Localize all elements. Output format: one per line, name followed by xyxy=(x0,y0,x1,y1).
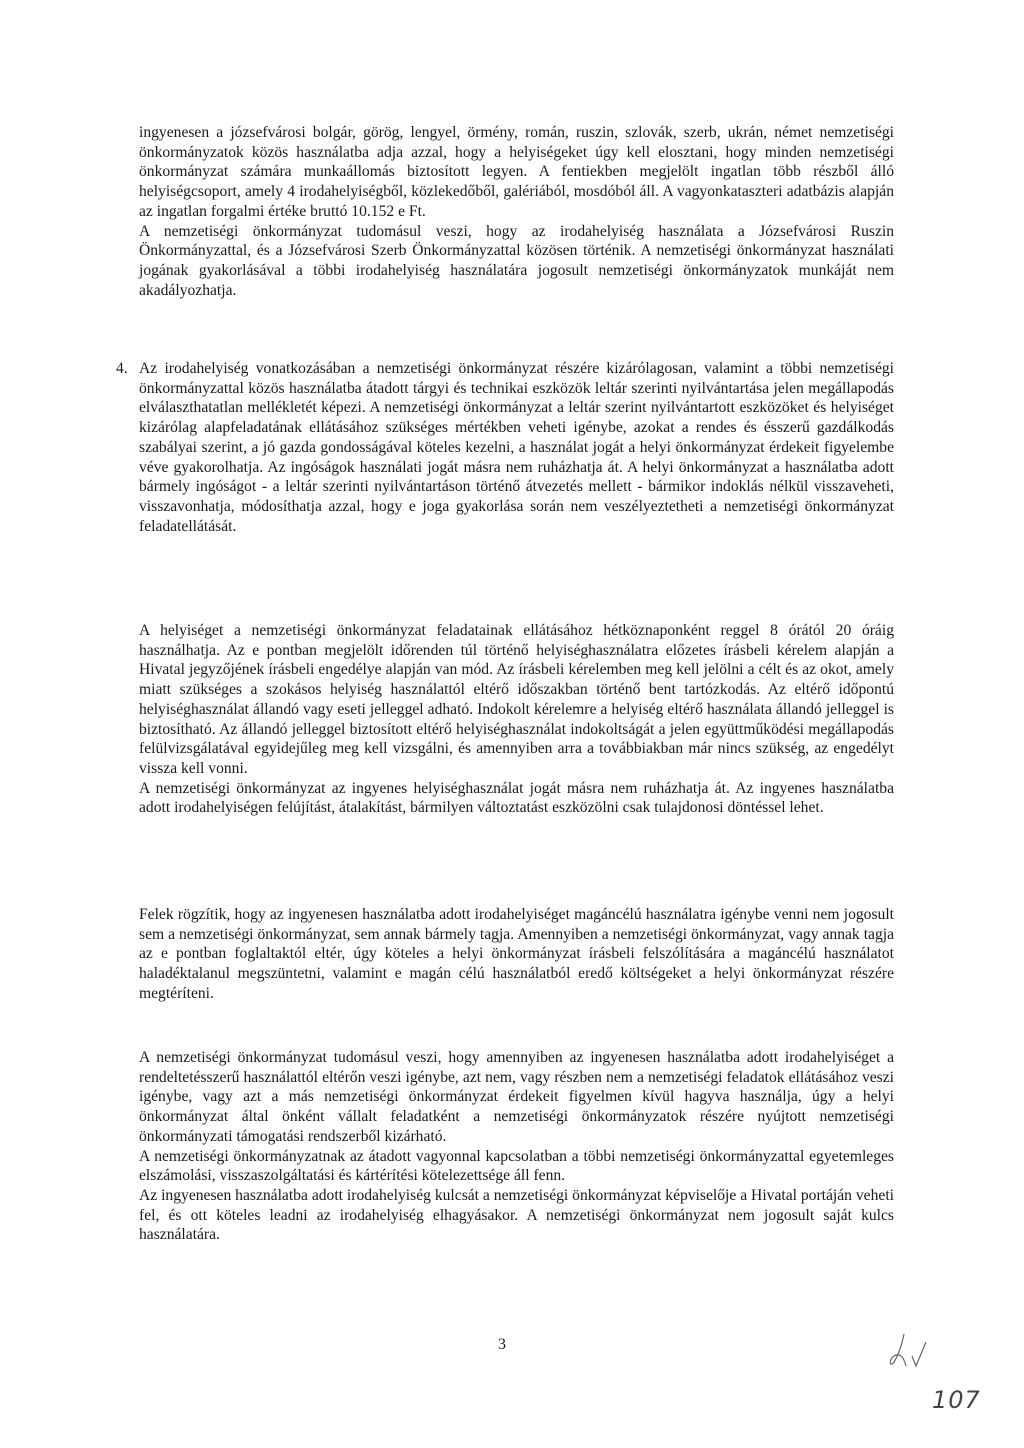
paragraph: A nemzetiségi önkormányzatnak az átadott vagyonnal kapcsolatban a többi nemzetiségi önkormányzattal egyetemleges elszámolási, visszaszolgáltatási és kártérítési kötelezettsége áll fenn. xyxy=(139,1147,894,1185)
paragraph: Az ingyenesen használatba adott irodahelyiség kulcsát a nemzetiségi önkormányzat képviselője a Hivatal portáján veheti fel, és ott köteles leadni az irodahelyiség elhagyásakor. A nemzetiségi önkormányzat nem jogosult saját kulcs használatára. xyxy=(139,1186,894,1244)
paragraph: A helyiséget a nemzetiségi önkormányzat feladatainak ellátásához hétköznaponként reggel 8 órától 20 óráig használhatja. Az e pontban megjelölt időrenden túl történő helyiséghasználatra előzetes írásbeli kérelem alapján a Hivatal jegyzőjének írásbeli engedélye alapján van mód. Az írásbeli kérelemben meg kell jelölni a célt és az okot, amely miatt szükséges a szokásos helyiség használattól eltérő időszakban történő bent tartózkodás. Az eltérő időpontú helyiséghasználat állandó vagy eseti jelleggel adható. Indokolt kérelemre a helyiség eltérő használata állandó jelleggel is biztosítható. Az állandó jelleggel biztosított eltérő helyiséghasználat indokoltságát a jelen együttműködési megállapodás felülvizsgálatával egyidejűleg meg kell vizsgálni, és amennyiben arra a továbbiakban már nincs szükség, az engedélyt vissza kell vonni. xyxy=(139,622,894,777)
paragraph: Az irodahelyiség vonatkozásában a nemzetiségi önkormányzat részére kizárólagosan, valamint a többi nemzetiségi önkormányzattal közös használatba átadott tárgyi és technikai eszközök leltár szerinti nyilvántartása jelen megállapodás elválaszthatatlan mellékletét képezi. A nemzetiségi önkormányzat a leltár szerint nyilvántartott eszközöket és helyiséget kizárólag alapfeladatának ellátásához szükséges mértékben veheti igénybe, azokat a rendes és ésszerű gazdálkodás szabályai szerint, a jó gazda gondosságával köteles kezelni, a használat jogát a helyi önkormányzat érdekeit figyelembe véve gyakorolhatja. Az ingóságok használati jogát másra nem ruházhatja át. A helyi önkormányzat a használatba adott bármely ingóságot - a leltár szerinti nyilvántartáson történő átvezetés mellett - bármikor indoklás nélkül visszaveheti, visszavonhatja, módosíthatja azzal, hogy e joga gyakorlása során nem veszélyeztetheti a nemzetiségi önkormányzat feladatellátását. xyxy=(139,360,894,535)
section-number: 4. xyxy=(116,360,128,377)
paragraph: Felek rögzítik, hogy az ingyenesen használatba adott irodahelyiséget magáncélú használatra igénybe venni nem jogosult sem a nemzetiségi önkormányzat, sem annak bármely tagja. Amennyiben a nemzetiségi önkormányzat, vagy annak tagja az e pontban foglaltaktól eltér, úgy köteles a helyi önkormányzat írásbeli felszólítására a magáncélú használatot haladéktalanul megszüntetni, valamint e magán célú használatból eredő költségeket a helyi önkormányzat részére megtéríteni. xyxy=(139,906,894,1002)
handwritten-initials xyxy=(882,1326,942,1374)
paragraph-block-obligations xyxy=(139,1048,894,1245)
section-4 xyxy=(139,359,894,536)
folio-number: 107 xyxy=(932,1386,981,1414)
paragraph-intro xyxy=(139,123,894,300)
paragraph: A nemzetiségi önkormányzat tudomásul veszi, hogy az irodahelyiség használata a Józsefvárosi Ruszin Önkormányzattal, és a Józsefvárosi Szerb Önkormányzattal közösen történik. A nemzetiségi önkormányzat használati jogának gyakorlásával a többi irodahelyiség használatára jogosult nemzetiségi önkormányzatok munkáját nem akadályozhatja. xyxy=(139,222,894,299)
page-number: 3 xyxy=(498,1336,506,1353)
paragraph: ingyenesen a józsefvárosi bolgár, görög, lengyel, örmény, román, ruszin, szlovák, szerb, ukrán, német nemzetiségi önkormányzatok közös használatba adja azzal, hogy a helyiségeket úgy kell elosztani, hogy minden nemzetiségi önkormányzat számára munkaállomás biztosított legyen. A fentiekben megjelölt ingatlan több részből álló helyiségcsoport, amely 4 irodahelyiségből, közlekedőből, galériából, mosdóból áll. A vagyonkataszteri adatbázis alapján az ingatlan forgalmi értéke bruttó 10.152 e Ft. xyxy=(139,124,894,220)
paragraph: A nemzetiségi önkormányzat az ingyenes helyiséghasználat jogát másra nem ruházhatja át. Az ingyenes használatba adott irodahelyiségen felújítást, átalakítást, bármilyen változtatást eszközölni csak tulajdonosi döntéssel lehet. xyxy=(139,779,894,817)
paragraph-block-usage-hours xyxy=(139,621,894,818)
paragraph-block-private-use xyxy=(139,905,894,1004)
paragraph: A nemzetiségi önkormányzat tudomásul veszi, hogy amennyiben az ingyenesen használatba adott irodahelyiséget a rendeltetésszerű használattól eltérőn veszi igénybe, azt nem, vagy részben nem a nemzetiségi feladatok ellátásához veszi igénybe, vagy azt a más nemzetiségi önkormányzat érdekeit figyelmen kívül hagyva használja, úgy a helyi önkormányzat által önként vállalt feladatként a nemzetiségi önkormányzatok részére nyújtott nemzetiségi önkormányzati támogatási rendszerből kizárható. xyxy=(139,1049,894,1145)
